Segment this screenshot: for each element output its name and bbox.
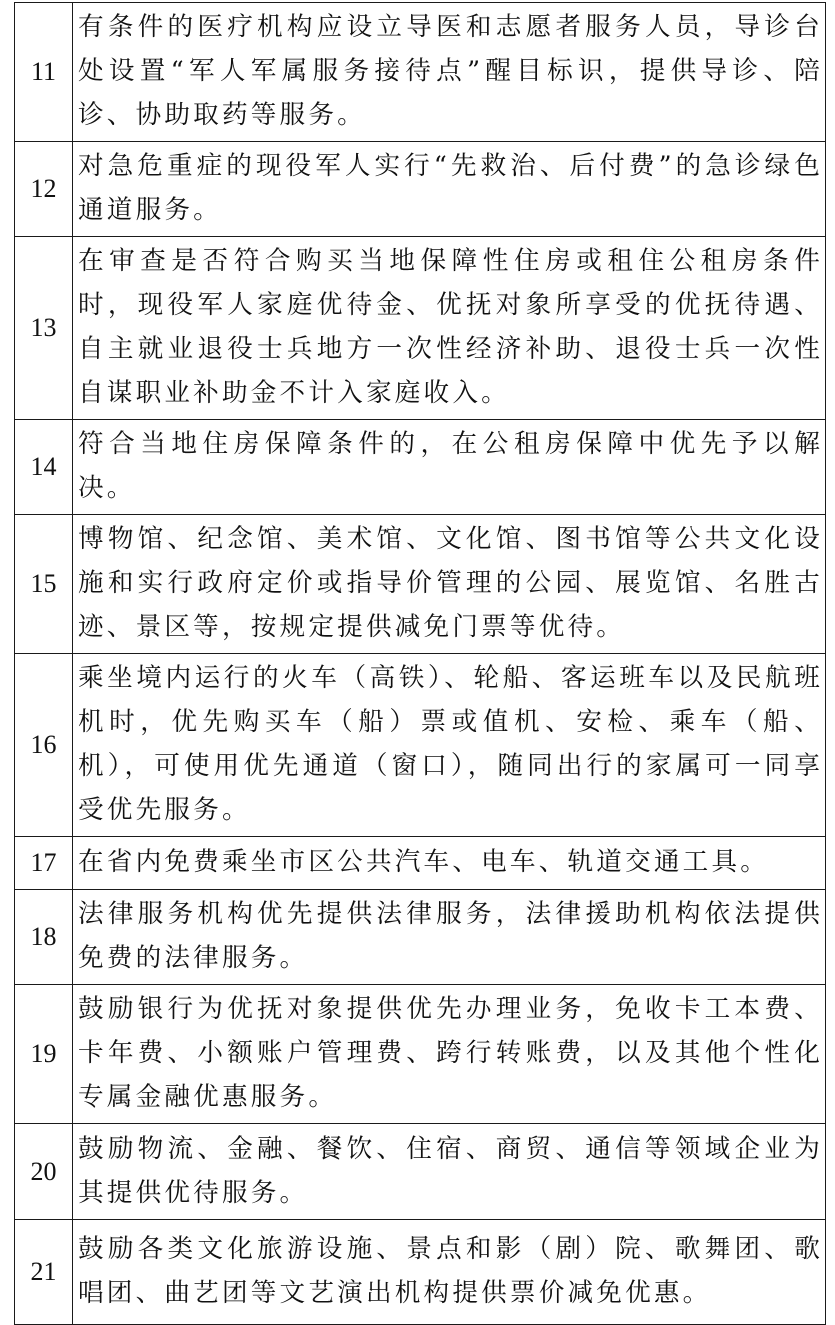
table-row bbox=[15, 142, 826, 237]
row-number: 11 bbox=[15, 3, 73, 142]
row-number: 13 bbox=[15, 237, 73, 420]
row-number: 18 bbox=[15, 890, 73, 985]
table-row bbox=[15, 3, 826, 142]
row-text: 博物馆、纪念馆、美术馆、文化馆、图书馆等公共文化设施和实行政府定价或指导价管理的公园、展览馆、名胜古迹、景区等，按规定提供减免门票等优待。 bbox=[73, 515, 826, 654]
row-text: 在审查是否符合购买当地保障性住房或租住公租房条件时，现役军人家庭优待金、优抚对象所享受的优抚待遇、自主就业退役士兵地方一次性经济补助、退役士兵一次性自谋职业补助金不计入家庭收入。 bbox=[73, 237, 826, 420]
row-number: 16 bbox=[15, 654, 73, 837]
table-row bbox=[15, 985, 826, 1124]
benefits-table bbox=[14, 2, 826, 1325]
row-text: 符合当地住房保障条件的，在公租房保障中优先予以解决。 bbox=[73, 420, 826, 515]
row-text: 鼓励各类文化旅游设施、景点和影（剧）院、歌舞团、歌唱团、曲艺团等文艺演出机构提供票价减免优惠。 bbox=[73, 1220, 826, 1325]
table-row bbox=[15, 654, 826, 837]
row-text: 鼓励物流、金融、餐饮、住宿、商贸、通信等领域企业为其提供优待服务。 bbox=[73, 1124, 826, 1220]
row-text: 鼓励银行为优抚对象提供优先办理业务，免收卡工本费、卡年费、小额账户管理费、跨行转账费，以及其他个性化专属金融优惠服务。 bbox=[73, 985, 826, 1124]
row-number: 15 bbox=[15, 515, 73, 654]
table-row bbox=[15, 1220, 826, 1325]
table-row bbox=[15, 837, 826, 890]
row-number: 12 bbox=[15, 142, 73, 237]
row-number: 20 bbox=[15, 1124, 73, 1220]
table-row bbox=[15, 515, 826, 654]
row-number: 21 bbox=[15, 1220, 73, 1325]
table-row bbox=[15, 1124, 826, 1220]
table-row bbox=[15, 890, 826, 985]
row-text: 对急危重症的现役军人实行“先救治、后付费”的急诊绿色通道服务。 bbox=[73, 142, 826, 237]
table-row bbox=[15, 237, 826, 420]
row-number: 14 bbox=[15, 420, 73, 515]
table-row bbox=[15, 420, 826, 515]
row-text: 有条件的医疗机构应设立导医和志愿者服务人员，导诊台处设置“军人军属服务接待点”醒目标识，提供导诊、陪诊、协助取药等服务。 bbox=[73, 3, 826, 142]
row-number: 19 bbox=[15, 985, 73, 1124]
row-text: 法律服务机构优先提供法律服务，法律援助机构依法提供免费的法律服务。 bbox=[73, 890, 826, 985]
row-text: 乘坐境内运行的火车（高铁）、轮船、客运班车以及民航班机时，优先购买车（船）票或值机、安检、乘车（船、机），可使用优先通道（窗口），随同出行的家属可一同享受优先服务。 bbox=[73, 654, 826, 837]
row-number: 17 bbox=[15, 837, 73, 890]
row-text: 在省内免费乘坐市区公共汽车、电车、轨道交通工具。 bbox=[73, 837, 826, 890]
